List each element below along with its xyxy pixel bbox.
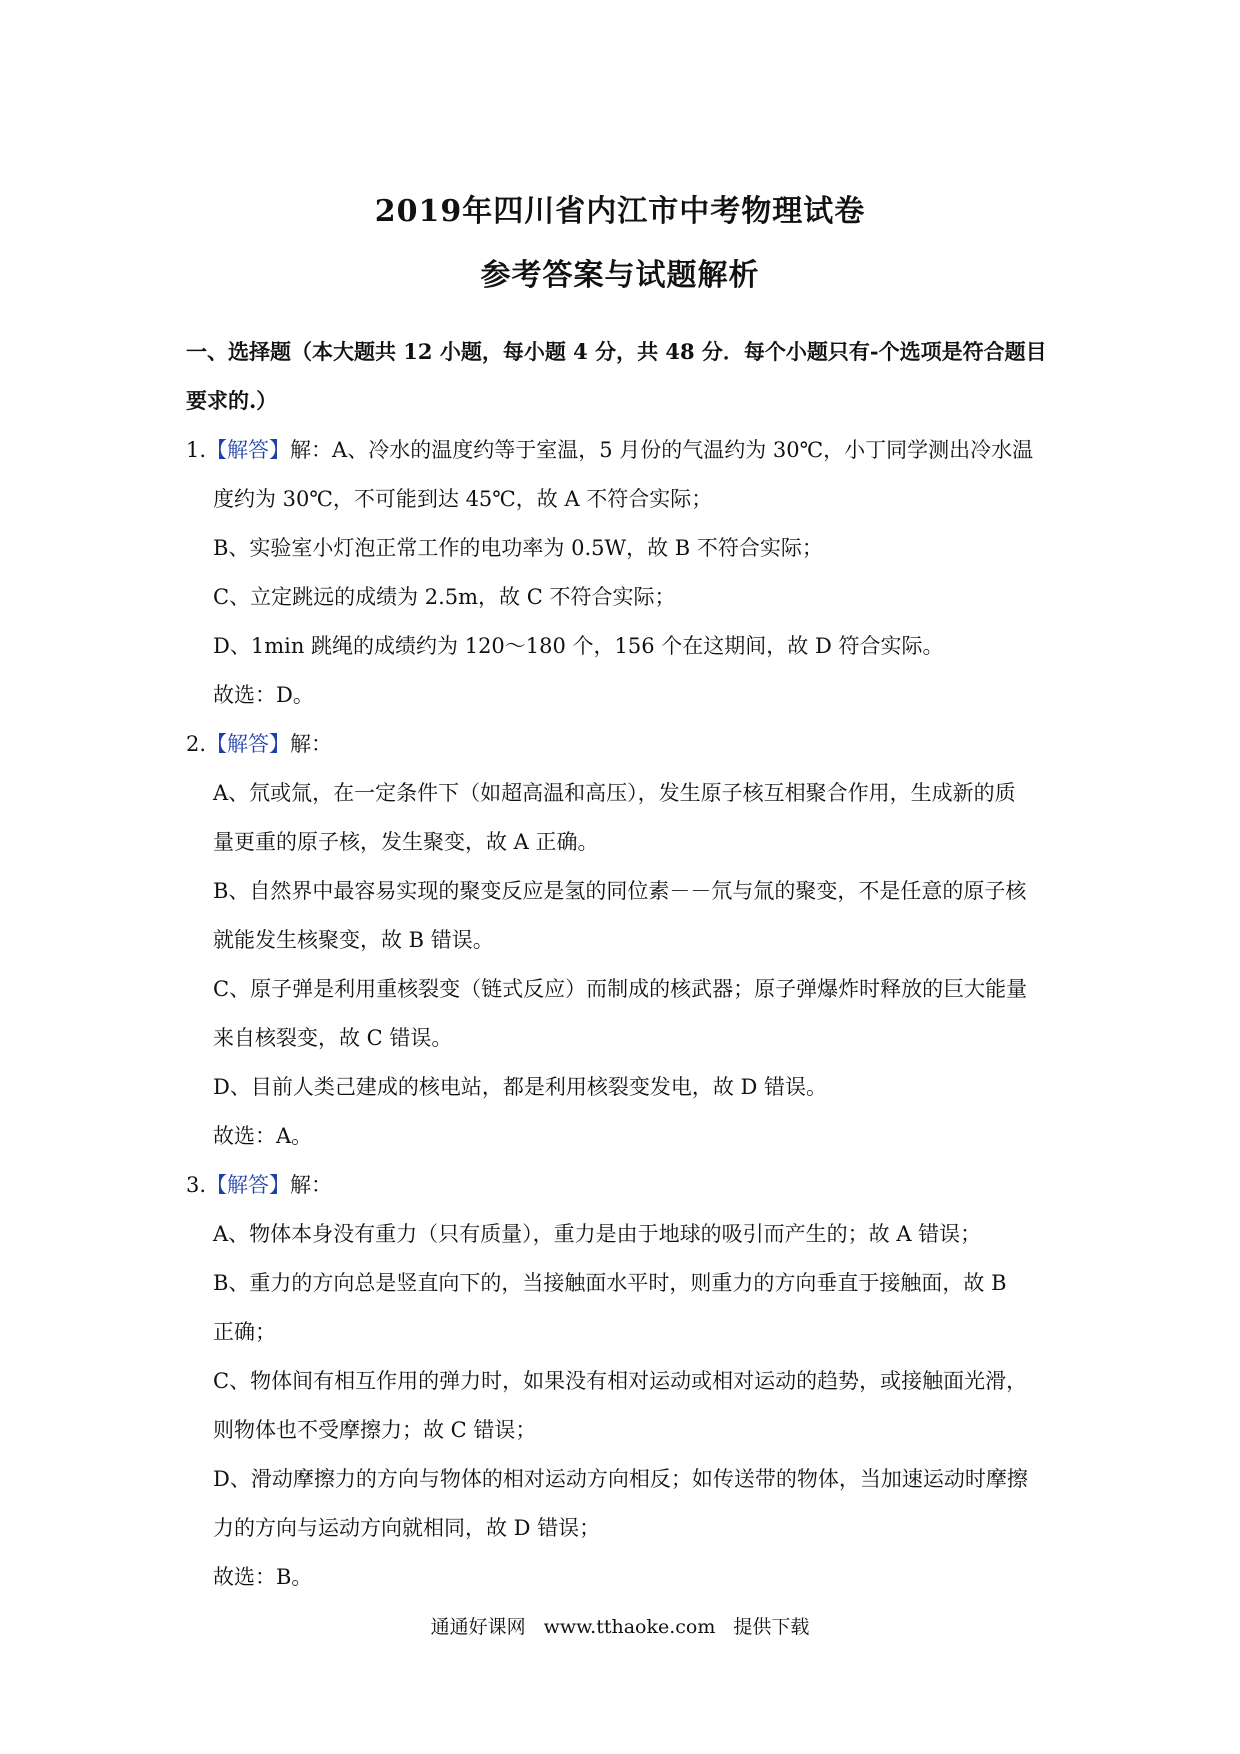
q2-answer: 故选：A。	[213, 1124, 313, 1148]
q2-line-5: 就能发生核聚变，故 B 错误。	[213, 928, 494, 952]
q1-answer-tag: 【解答】	[206, 438, 291, 462]
q3-line-5: C、物体间有相互作用的弹力时，如果没有相对运动或相对运动的趋势，或接触面光滑，	[213, 1369, 1028, 1393]
q2-line-7: 来自核裂变，故 C 错误。	[213, 1026, 453, 1050]
q2-line-3: 量更重的原子核，发生聚变，故 A 正确。	[213, 830, 599, 854]
q3-line-7: D、滑动摩擦力的方向与物体的相对运动方向相反；如传送带的物体，当加速运动时摩擦	[213, 1467, 1028, 1491]
q3-text: 解：	[290, 1173, 333, 1197]
footer-url[interactable]: www.tthaoke.com	[543, 1616, 716, 1638]
q3-line-8: 力的方向与运动方向就相同，故 D 错误；	[213, 1516, 601, 1540]
q2-line-2: A、氘或氚，在一定条件下（如超高温和高压），发生原子核互相聚合作用，生成新的质	[213, 781, 1016, 805]
footer-note: 提供下载	[733, 1616, 810, 1638]
q1-number: 1.	[186, 438, 207, 462]
q2-line-8: D、目前人类己建成的核电站，都是利用核裂变发电，故 D 错误。	[213, 1075, 828, 1099]
q1-line-3: B、实验室小灯泡正常工作的电功率为 0.5W，故 B 不符合实际；	[213, 536, 823, 560]
page-footer	[0, 1612, 1240, 1639]
q1-line-2: 度约为 30℃，不可能到达 45℃，故 A 不符合实际；	[213, 487, 713, 511]
page-title: 2019年四川省内江市中考物理试卷	[374, 194, 866, 229]
q3-line-3: B、重力的方向总是竖直向下的，当接触面水平时，则重力的方向垂直于接触面，故 B	[213, 1271, 1007, 1295]
q2-line-6: C、原子弹是利用重核裂变（链式反应）而制成的核武器；原子弹爆炸时释放的巨大能量	[213, 977, 1028, 1001]
q3-line-4: 正确；	[213, 1320, 276, 1344]
q2-answer-tag: 【解答】	[206, 732, 291, 756]
q3-first-line	[186, 1171, 332, 1199]
q2-text: 解：	[290, 732, 333, 756]
q1-text: 解：A、冷水的温度约等于室温，5 月份的气温约为 30℃，小丁同学测出冷水温	[290, 438, 1034, 462]
q1-answer: 故选：D。	[213, 683, 314, 707]
q3-line-2: A、物体本身没有重力（只有质量），重力是由于地球的吸引而产生的；故 A 错误；	[213, 1222, 982, 1246]
q3-answer: 故选：B。	[213, 1565, 313, 1589]
q2-number: 2.	[186, 732, 207, 756]
section-heading-line-1: 一、选择题（本大题共 12 小题，每小题 4 分，共 48 分．每个小题只有-个选项是符合题目	[186, 339, 1047, 364]
page-subtitle: 参考答案与试题解析	[480, 258, 760, 293]
q3-answer-tag: 【解答】	[206, 1173, 291, 1197]
q1-line-4: C、立定跳远的成绩为 2.5m，故 C 不符合实际；	[213, 585, 676, 609]
section-heading	[186, 338, 1052, 366]
section-heading-line-2: 要求的.）	[186, 388, 278, 413]
q3-line-6: 则物体也不受摩擦力；故 C 错误；	[213, 1418, 537, 1442]
q2-first-line	[186, 730, 332, 758]
q2-line-4: B、自然界中最容易实现的聚变反应是氢的同位素－－氘与氚的聚变，不是任意的原子核	[213, 879, 1027, 903]
q3-number: 3.	[186, 1173, 207, 1197]
footer-site-name: 通通好课网	[430, 1616, 526, 1638]
q1-first-line	[186, 436, 1033, 464]
q1-line-5: D、1min 跳绳的成绩约为 120～180 个，156 个在这期间，故 D 符合实际。	[213, 634, 944, 658]
